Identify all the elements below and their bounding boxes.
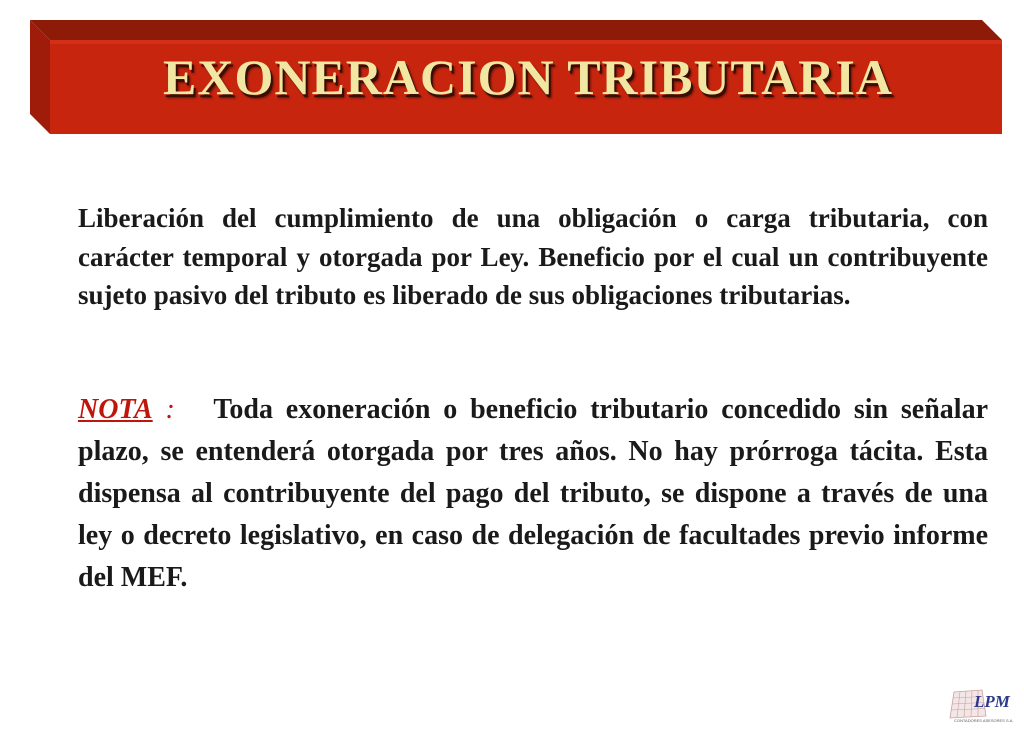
note-label: NOTA (78, 394, 153, 425)
note-text: Toda exoneración o beneficio tributario concedido sin señalar plazo, se entenderá otorgada por tres años. No hay prórroga tácita. Esta dispensa al contribuyente del pago del tributo, se dispone a través de una ley o decreto legislativo, en caso de delegación de facultades previo informe del MEF. (78, 394, 989, 593)
logo-subtitle: CONTADORES ASESORES S.A. (954, 718, 1014, 723)
logo-text: LPM (974, 692, 1010, 711)
slide-title: EXONERACION TRIBUTARIA (163, 49, 893, 105)
note-paragraph (78, 389, 988, 599)
company-logo (948, 688, 1014, 726)
title-banner (30, 20, 1002, 134)
definition-paragraph: Liberación del cumplimiento de una obligación o carga tributaria, con carácter temporal y otorgada por Ley. Beneficio por el cual un contribuyente sujeto pasivo del tributo es liberado de sus obligaciones tributarias. (78, 203, 988, 310)
note-separator: : (152, 394, 175, 425)
